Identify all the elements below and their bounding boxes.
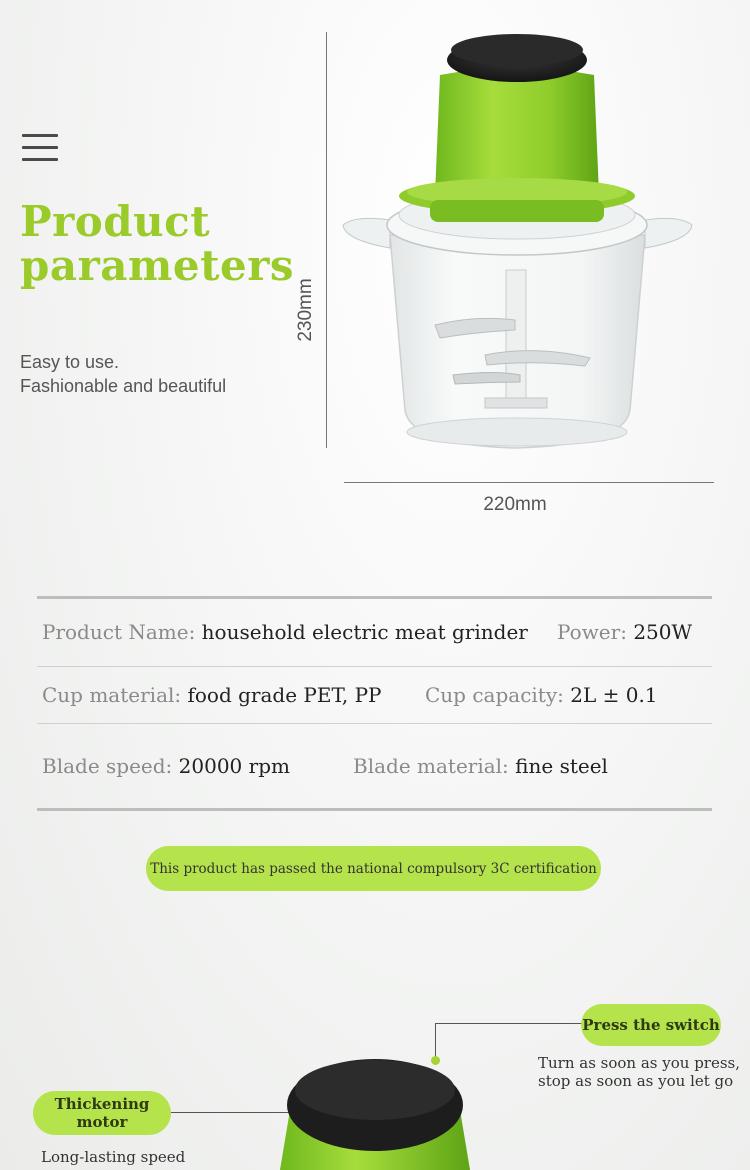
cup-material-value: food grade PET, PP [187,683,382,707]
grinder-top-image [270,1050,480,1170]
press-switch-pill: Press the switch [581,1004,721,1046]
thickening-motor-pill [33,1091,171,1135]
switch-desc-line-1: Turn as soon as you press, [538,1054,741,1072]
switch-desc-line-2: stop as soon as you let go [538,1072,734,1090]
power-value: 250W [633,620,693,644]
switch-description [538,1054,740,1090]
cup-capacity-value: 2L ± 0.1 [570,683,658,707]
switch-callout-line-h [435,1023,583,1024]
width-dimension-label: 220mm [483,494,547,515]
blade-material-spec [353,754,608,778]
spec-row-2 [42,683,382,707]
power-label: Power: [557,620,627,644]
blade-material-value: fine steel [515,754,608,778]
cup-capacity-label: Cup capacity: [425,683,564,707]
spec-table-bottom-rule [37,808,712,811]
power-spec [557,620,692,644]
product-name-label: Product Name: [42,620,196,644]
tagline [20,350,226,398]
blade-material-label: Blade material: [353,754,509,778]
certification-badge: This product has passed the national compulsory 3C certification [146,846,601,891]
spec-row-1 [42,620,528,644]
cup-capacity-spec [425,683,658,707]
page-title [20,197,294,290]
spec-divider-1 [37,666,712,667]
height-dimension-label: 230mm [295,278,316,342]
height-dimension-line [326,32,327,448]
tagline-line-1: Easy to use. [20,352,120,372]
width-dimension-line [344,482,714,483]
product-name-value: household electric meat grinder [201,620,528,644]
motor-description: Long-lasting speed [41,1148,186,1166]
motor-title-line-1: Thickening [54,1095,150,1113]
spec-row-3 [42,754,290,778]
motor-title-line-2: motor [76,1113,128,1131]
blade-speed-value: 20000 rpm [178,754,290,778]
title-line-1: Product [20,197,211,246]
title-line-2: parameters [20,241,294,290]
tagline-line-2: Fashionable and beautiful [20,376,227,396]
hamburger-menu-icon[interactable] [22,134,58,162]
spec-table-top-rule [37,596,712,599]
blade-speed-label: Blade speed: [42,754,173,778]
spec-divider-2 [37,723,712,724]
meat-grinder-image [335,20,705,460]
cup-material-label: Cup material: [42,683,182,707]
